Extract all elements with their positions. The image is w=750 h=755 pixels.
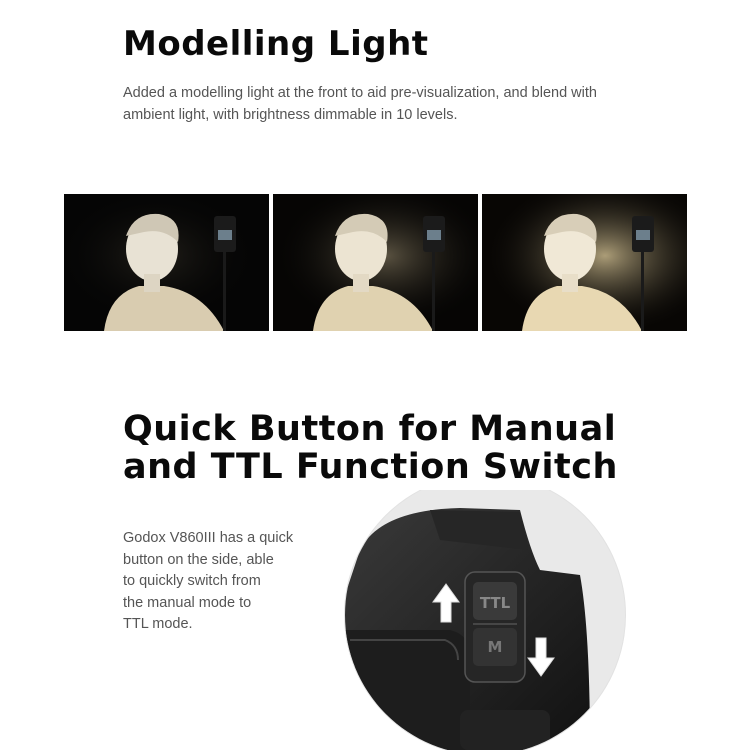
bust-photo-medium [273, 194, 478, 331]
modelling-light-photo-strip [64, 194, 687, 331]
bust-photo-bright [482, 194, 687, 331]
quick-button-description: Godox V860III has a quick button on the side, able to quickly switch from the manual mode to TTL mode. [123, 530, 294, 632]
modelling-light-title: Modelling Light [123, 24, 429, 64]
ttl-button-label: TTL [479, 594, 511, 612]
manual-button-label: M [487, 638, 503, 656]
quick-button-title: Quick Button for Manual and TTL Function Switch [123, 409, 618, 487]
flash-side-closeup [340, 490, 640, 750]
bust-photo-dim [64, 194, 269, 331]
modelling-light-description: Added a modelling light at the front to aid pre-visualization, and blend with ambient light, with brightness dimmable in 10 levels. [123, 85, 597, 123]
